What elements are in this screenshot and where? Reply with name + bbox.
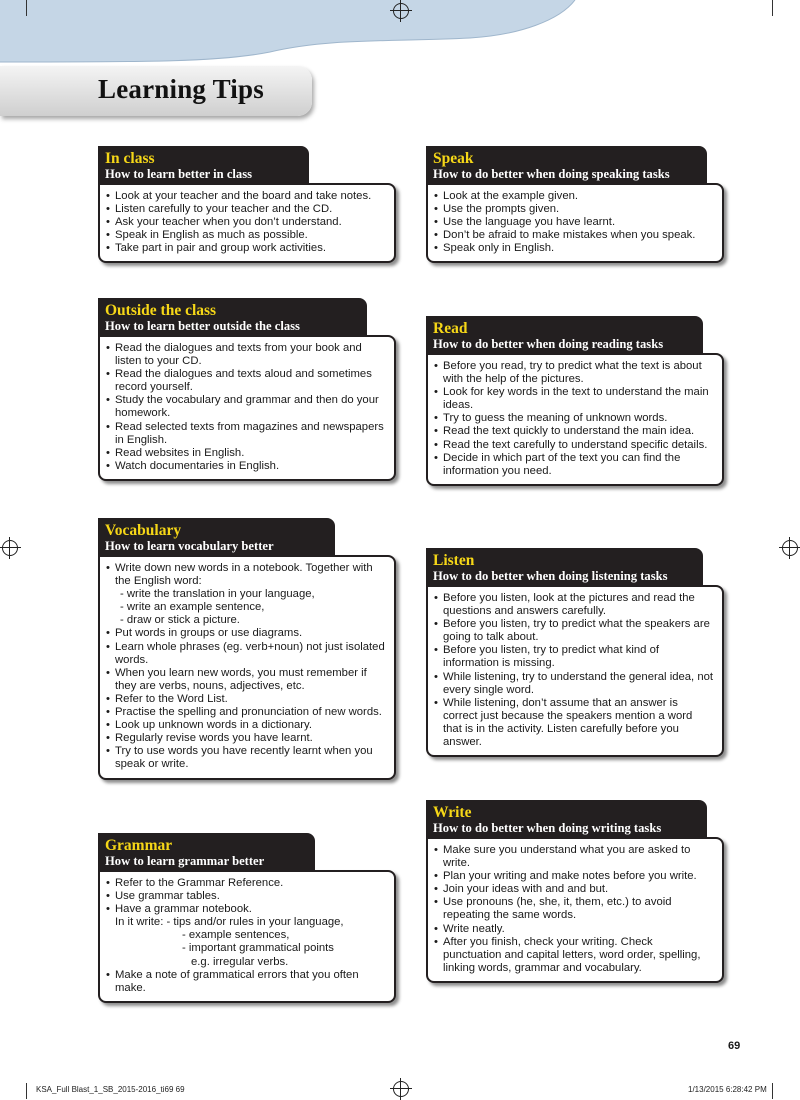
section-header [98, 298, 367, 337]
tip-item: • Read the text carefully to understand specific details. [434, 439, 714, 452]
section-title: Vocabulary [105, 522, 182, 539]
tip-item: • Before you read, try to predict what the text is about with the help of the pictures. [434, 360, 714, 386]
section-header [98, 833, 315, 872]
tip-item: • Use pronouns (he, she, it, them, etc.) to avoid repeating the same words. [434, 896, 714, 922]
tip-item: • Speak in English as much as possible. [106, 229, 386, 242]
tip-item: • Use grammar tables. [106, 890, 386, 903]
tip-item: • Ask your teacher when you don’t understand. [106, 216, 386, 229]
tip-item: • Look up unknown words in a dictionary. [106, 719, 386, 732]
tips-box [98, 870, 396, 1003]
tip-item: • Look for key words in the text to understand the main ideas. [434, 386, 714, 412]
section-header [98, 146, 309, 185]
section-in-class [98, 146, 396, 263]
tip-item: • Regularly revise words you have learnt. [106, 732, 386, 745]
section-subtitle: How to do better when doing writing tasks [433, 821, 662, 835]
tip-item: • Study the vocabulary and grammar and then do your homework. [106, 394, 386, 420]
tip-item: • Read the text quickly to understand the main idea. [434, 425, 714, 438]
section-header [426, 146, 707, 185]
section-speak [426, 146, 724, 263]
tip-item: • Plan your writing and make notes before you write. [434, 870, 714, 883]
tip-subitem: - important grammatical points [182, 942, 334, 955]
tip-item: • Listen carefully to your teacher and the CD. [106, 203, 386, 216]
crop-mark [772, 1083, 773, 1099]
tip-item: • Speak only in English. [434, 242, 714, 255]
tip-item: • Practise the spelling and pronunciation of new words. [106, 706, 386, 719]
tips-box [98, 183, 396, 263]
tip-item: • Learn whole phrases (eg. verb+noun) not just isolated words. [106, 641, 386, 667]
tip-item: • When you learn new words, you must remember if they are verbs, nouns, adjectives, etc. [106, 667, 386, 693]
registration-mark-icon [2, 540, 18, 556]
tip-item: • Read websites in English. [106, 447, 386, 460]
section-title: Outside the class [105, 302, 217, 319]
tips-box [98, 335, 396, 481]
section-subtitle: How to do better when doing listening tasks [433, 569, 668, 583]
tip-item: • Watch documentaries in English. [106, 460, 386, 473]
crop-mark [26, 1083, 27, 1099]
tip-item: • Have a grammar notebook. [106, 903, 386, 916]
tips-box [426, 837, 724, 983]
registration-mark-icon [393, 1081, 409, 1097]
tips-box [426, 183, 724, 263]
tip-item: • Use the prompts given. [434, 203, 714, 216]
section-title: Grammar [105, 837, 173, 854]
section-title: In class [105, 150, 155, 167]
section-read [426, 316, 724, 486]
tips-box [98, 555, 396, 780]
tip-item: • Make a note of grammatical errors that you often make. [106, 969, 386, 995]
tip-item: • Join your ideas with and and but. [434, 883, 714, 896]
tip-item: • Decide in which part of the text you can find the information you need. [434, 452, 714, 478]
section-outside-class [98, 298, 396, 481]
tip-item: • Before you listen, try to predict what kind of information is missing. [434, 644, 714, 670]
tip-item: • While listening, don’t assume that an answer is correct just because the speakers mention a word that is in the activity. Listen carefully before you answer. [434, 697, 714, 749]
tip-item: • Read the dialogues and texts from your book and listen to your CD. [106, 342, 386, 368]
section-title: Speak [433, 150, 474, 167]
print-footer-right: 1/13/2015 6:28:42 PM [688, 1085, 767, 1094]
tip-item: • Write neatly. [434, 923, 714, 936]
tip-item: • After you finish, check your writing. Check punctuation and capital letters, word order, spelling, linking words, grammar and vocabulary. [434, 936, 714, 975]
section-header [426, 548, 703, 587]
section-grammar [98, 833, 396, 1003]
tip-item: • Before you listen, look at the pictures and read the questions and answers carefully. [434, 592, 714, 618]
tip-item: • Use the language you have learnt. [434, 216, 714, 229]
section-subtitle: How to learn grammar better [105, 854, 265, 868]
section-title: Write [433, 804, 472, 821]
crop-mark [772, 0, 773, 16]
tip-item: • Make sure you understand what you are asked to write. [434, 844, 714, 870]
section-listen [426, 548, 724, 757]
section-subtitle: How to do better when doing reading tasks [433, 337, 664, 351]
section-subtitle: How to do better when doing speaking tasks [433, 167, 670, 181]
tip-item: • Refer to the Grammar Reference. [106, 877, 386, 890]
tip-item: • Don’t be afraid to make mistakes when you speak. [434, 229, 714, 242]
tip-subitem: - write the translation in your language, [120, 588, 315, 601]
tip-item: • Look at your teacher and the board and take notes. [106, 190, 386, 203]
tip-item: • Write down new words in a notebook. Together with the English word: [106, 562, 386, 588]
print-footer-left: KSA_Full Blast_1_SB_2015-2016_ti69 69 [36, 1085, 185, 1094]
registration-mark-icon [393, 3, 409, 19]
page-number: 69 [728, 1040, 741, 1052]
registration-mark-icon [782, 540, 798, 556]
tip-item: • Try to guess the meaning of unknown words. [434, 412, 714, 425]
tips-box [426, 585, 724, 757]
tip-item: • Refer to the Word List. [106, 693, 386, 706]
tip-subitem: - write an example sentence, [120, 601, 265, 614]
tip-item: • Read selected texts from magazines and newspapers in English. [106, 421, 386, 447]
section-vocabulary [98, 518, 396, 780]
tip-item: • Put words in groups or use diagrams. [106, 627, 386, 640]
tip-subitem: In it write: - tips and/or rules in your language, [115, 916, 344, 929]
crop-mark [26, 0, 27, 16]
section-header [426, 316, 703, 355]
tip-subitem: - example sentences, [182, 929, 290, 942]
tip-item: • Read the dialogues and texts aloud and sometimes record yourself. [106, 368, 386, 394]
tip-subitem: - draw or stick a picture. [120, 614, 240, 627]
section-header [98, 518, 335, 557]
section-title: Listen [433, 552, 475, 569]
section-subtitle: How to learn better outside the class [105, 319, 300, 333]
section-title: Read [433, 320, 468, 337]
tip-item: • Before you listen, try to predict what the speakers are going to talk about. [434, 618, 714, 644]
tips-box [426, 353, 724, 486]
section-header [426, 800, 707, 839]
section-subtitle: How to learn vocabulary better [105, 539, 274, 553]
section-subtitle: How to learn better in class [105, 167, 253, 181]
tip-item: • Take part in pair and group work activities. [106, 242, 386, 255]
tip-item: • While listening, try to understand the general idea, not every single word. [434, 671, 714, 697]
page-title: Learning Tips [98, 74, 264, 104]
tip-item: • Try to use words you have recently learnt when you speak or write. [106, 745, 386, 771]
section-write [426, 800, 724, 983]
tip-item: • Look at the example given. [434, 190, 714, 203]
tip-subitem: e.g. irregular verbs. [191, 955, 289, 968]
